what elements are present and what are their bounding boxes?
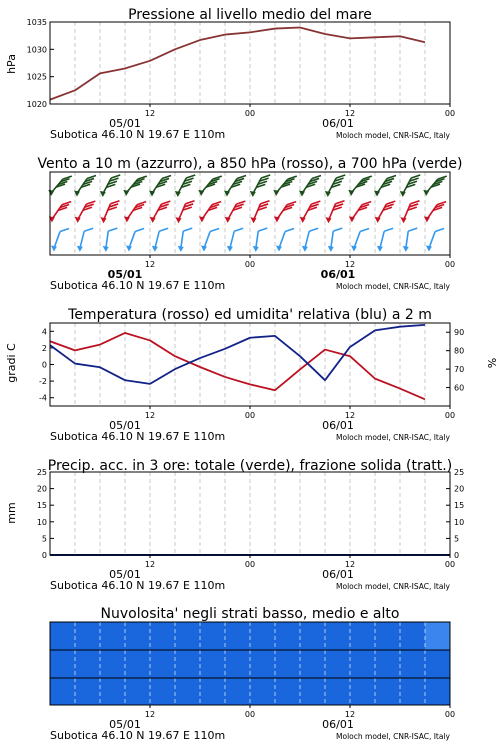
barb-feather xyxy=(387,176,396,179)
pressure-panel xyxy=(5,7,455,141)
barb-head xyxy=(51,245,57,251)
barb-feather xyxy=(438,176,447,179)
wind-barb xyxy=(199,202,221,223)
y-tick-label: 10 xyxy=(36,517,47,527)
barb-feather xyxy=(336,175,345,178)
cloud-cell xyxy=(75,622,100,650)
barb-head xyxy=(375,217,381,223)
barb-feather xyxy=(261,175,270,178)
wind-barb xyxy=(149,176,171,197)
wind-barb xyxy=(328,228,343,252)
barb-feather xyxy=(288,176,297,179)
barb-shaft xyxy=(129,232,135,249)
barb-head xyxy=(126,245,132,251)
station-label: Subotica 46.10 N 19.67 E 110m xyxy=(50,579,226,592)
wind-barb xyxy=(198,176,222,196)
precip-ylabel: mm xyxy=(5,502,18,524)
y-tick-label: 90 xyxy=(454,328,465,338)
barb-feather xyxy=(186,201,195,204)
y-tick-label: 4 xyxy=(41,327,47,337)
barb-head xyxy=(178,246,184,252)
cloud-cell xyxy=(225,650,250,678)
cloud-cell xyxy=(50,678,75,705)
wind-title: Vento a 10 m (azzurro), a 850 hPa (rosso), a 700 hPa (verde) xyxy=(37,156,463,172)
barb-head xyxy=(325,191,331,197)
wind-barb xyxy=(75,201,96,223)
y-tick-label: 0 xyxy=(41,360,47,370)
barb-feather xyxy=(261,201,270,204)
cloud-cell xyxy=(300,650,325,678)
cloud-cell xyxy=(400,650,425,678)
cloud-cell xyxy=(225,622,250,650)
cloud-cell xyxy=(275,650,300,678)
wind-barb xyxy=(100,175,120,197)
y-tick-label: 1020 xyxy=(26,100,47,109)
date-label: 05/01 xyxy=(109,568,141,581)
barb-feather xyxy=(159,228,168,231)
temperature-title: Temperatura (rosso) ed umidita' relativa (blu) a 2 m xyxy=(68,307,432,323)
date-label: 06/01 xyxy=(322,117,354,130)
wind-barb xyxy=(48,176,72,196)
barb-head xyxy=(100,217,106,223)
wind-barb xyxy=(300,201,321,223)
cloud-cell xyxy=(250,650,275,678)
cloud-cell xyxy=(375,650,400,678)
barb-head xyxy=(400,217,406,223)
humidity-line xyxy=(50,325,425,384)
x-tick-label: 00 xyxy=(244,710,256,719)
barb-head xyxy=(250,217,256,223)
date-label: 05/01 xyxy=(109,718,141,731)
cloud-cell xyxy=(350,622,375,650)
barb-feather xyxy=(62,202,71,205)
wind-barb xyxy=(274,202,296,223)
wind-barb xyxy=(124,202,146,223)
barb-shaft xyxy=(331,231,334,249)
cloud-cell xyxy=(325,622,350,650)
barb-feather xyxy=(183,228,192,231)
wind-barb xyxy=(377,228,393,251)
barb-feather xyxy=(237,176,246,179)
barb-feather xyxy=(108,228,117,231)
y-tick-label: -4 xyxy=(39,393,47,403)
barb-feather xyxy=(84,228,93,231)
barb-feather xyxy=(210,229,219,232)
barb-feather xyxy=(363,176,372,179)
barb-head xyxy=(302,246,308,252)
wind-barb xyxy=(123,176,147,196)
wind-barb xyxy=(426,229,444,252)
pressure-frame xyxy=(50,22,450,104)
barb-head xyxy=(325,217,331,223)
cloud-cell xyxy=(125,678,150,705)
cloud-cell xyxy=(425,678,450,705)
wind-barb xyxy=(103,228,118,252)
wind-barb xyxy=(100,201,119,224)
barb-feather xyxy=(63,176,72,179)
station-label: Subotica 46.10 N 19.67 E 110m xyxy=(50,729,226,742)
cloud-cell xyxy=(250,622,275,650)
cloud-cell xyxy=(350,650,375,678)
wind-barb xyxy=(126,229,144,252)
cloud-cell xyxy=(100,650,125,678)
cloud-panel xyxy=(50,606,455,742)
cloud-cell xyxy=(50,650,75,678)
barb-head xyxy=(48,190,54,196)
wind-barb xyxy=(299,176,321,197)
barb-head xyxy=(175,217,181,223)
barb-shaft xyxy=(256,231,259,249)
precip-title: Precip. acc. in 3 ore: totale (verde), frazione solida (tratt.) xyxy=(47,458,453,474)
x-tick-label: 12 xyxy=(344,260,356,269)
cloud-cell xyxy=(100,678,125,705)
x-tick-label: 00 xyxy=(444,260,456,269)
barb-feather xyxy=(437,202,446,205)
barb-feather xyxy=(362,202,371,205)
y-tick-label: 15 xyxy=(36,501,47,511)
model-label: Moloch model, CNR-ISAC, Italy xyxy=(336,433,450,442)
barb-feather xyxy=(212,202,221,205)
barb-head xyxy=(175,191,181,197)
date-label: 06/01 xyxy=(322,568,354,581)
barb-shaft xyxy=(230,231,234,248)
wind-barb xyxy=(349,202,371,223)
wind-barb xyxy=(51,229,69,252)
y-tick-label: 20 xyxy=(454,484,465,494)
barb-feather xyxy=(336,201,345,204)
cloud-cell xyxy=(125,622,150,650)
barb-head xyxy=(152,246,158,252)
wind-barb xyxy=(273,176,297,196)
barb-feather xyxy=(384,228,393,231)
barb-head xyxy=(123,190,129,196)
barb-head xyxy=(423,190,429,196)
barb-feather xyxy=(435,229,444,232)
y-tick-label: -2 xyxy=(39,377,47,387)
x-tick-label: 00 xyxy=(444,710,456,719)
y-tick-label: 80 xyxy=(454,346,465,356)
date-label: 05/01 xyxy=(107,268,143,281)
wind-barb xyxy=(302,228,318,251)
x-tick-label: 12 xyxy=(144,109,156,118)
station-label: Subotica 46.10 N 19.67 E 110m xyxy=(50,128,226,141)
cloud-cell xyxy=(225,678,250,705)
barb-feather xyxy=(138,176,147,179)
wind-barb xyxy=(152,228,168,251)
barb-head xyxy=(426,245,432,251)
barb-feather xyxy=(285,229,294,232)
barb-feather xyxy=(111,175,120,178)
barb-feather xyxy=(258,228,267,231)
barb-feather xyxy=(60,229,69,232)
x-tick-label: 12 xyxy=(144,560,156,569)
wind-barb xyxy=(351,229,369,252)
cloud-cell xyxy=(400,622,425,650)
barb-shaft xyxy=(380,231,384,248)
wind-panel xyxy=(37,156,462,292)
barb-feather xyxy=(309,228,318,231)
cloud-cell xyxy=(175,678,200,705)
barb-head xyxy=(377,246,383,252)
precip-panel xyxy=(5,458,464,592)
x-tick-label: 12 xyxy=(344,710,356,719)
y-tick-label: 1030 xyxy=(26,45,47,55)
pressure-line xyxy=(50,27,425,99)
y-tick-label: 5 xyxy=(454,534,460,544)
y-tick-label: 1025 xyxy=(26,72,47,82)
barb-head xyxy=(75,217,81,223)
cloud-cell xyxy=(300,678,325,705)
cloud-cell xyxy=(325,678,350,705)
wind-barb xyxy=(175,175,195,197)
barb-feather xyxy=(87,176,96,179)
wind-barb xyxy=(201,229,219,252)
barb-shaft xyxy=(155,231,159,248)
x-tick-label: 12 xyxy=(144,710,156,719)
barb-head xyxy=(300,217,306,223)
wind-barb xyxy=(403,228,418,252)
x-tick-label: 00 xyxy=(444,411,456,420)
cloud-cell xyxy=(200,678,225,705)
barb-feather xyxy=(408,228,417,231)
barb-shaft xyxy=(106,231,109,249)
x-tick-label: 00 xyxy=(244,260,256,269)
temperature-panel xyxy=(5,307,498,443)
cloud-cell xyxy=(150,650,175,678)
barb-head xyxy=(400,191,406,197)
barb-feather xyxy=(137,202,146,205)
wind-barb xyxy=(424,202,446,223)
wind-barb xyxy=(224,176,246,197)
cloud-cell xyxy=(375,622,400,650)
wind-barb xyxy=(250,175,270,197)
cloud-cell xyxy=(150,622,175,650)
date-label: 06/01 xyxy=(322,718,354,731)
cloud-title: Nuvolosita' negli strati basso, medio e alto xyxy=(100,606,400,622)
wind-barb xyxy=(225,201,246,223)
x-tick-label: 00 xyxy=(444,109,456,118)
x-tick-label: 12 xyxy=(344,109,356,118)
barb-head xyxy=(348,190,354,196)
date-label: 05/01 xyxy=(109,117,141,130)
barb-shaft xyxy=(354,232,360,249)
y-tick-label: 0 xyxy=(41,551,47,560)
wind-barb xyxy=(374,176,396,197)
wind-barb xyxy=(250,201,269,224)
wind-barb xyxy=(253,228,268,252)
y-tick-label: 2 xyxy=(41,343,47,353)
barb-feather xyxy=(86,201,95,204)
barb-head xyxy=(253,246,259,252)
cloud-cell xyxy=(75,650,100,678)
x-tick-label: 00 xyxy=(244,411,256,420)
x-tick-label: 12 xyxy=(144,260,156,269)
barb-shaft xyxy=(279,232,285,249)
station-label: Subotica 46.10 N 19.67 E 110m xyxy=(50,430,226,443)
cloud-cell xyxy=(300,622,325,650)
wind-barb xyxy=(423,176,447,196)
cloud-cell xyxy=(200,650,225,678)
wind-barb xyxy=(175,201,194,224)
barb-feather xyxy=(111,201,120,204)
cloud-cell xyxy=(175,622,200,650)
barb-feather xyxy=(312,176,321,179)
wind-barb xyxy=(325,175,345,197)
cloud-cell xyxy=(375,678,400,705)
y-tick-label: 10 xyxy=(454,517,465,527)
wind-barb xyxy=(49,202,71,223)
wind-barb xyxy=(375,201,396,223)
barb-feather xyxy=(411,175,420,178)
y-tick-label: 25 xyxy=(454,468,465,477)
y-tick-label: 15 xyxy=(454,501,465,511)
cloud-cell xyxy=(125,650,150,678)
barb-feather xyxy=(186,175,195,178)
barb-head xyxy=(351,245,357,251)
wind-barb xyxy=(400,175,420,197)
model-label: Moloch model, CNR-ISAC, Italy xyxy=(336,732,450,741)
barb-head xyxy=(227,246,233,252)
y-tick-label: 60 xyxy=(454,383,465,393)
barb-head xyxy=(77,246,83,252)
wind-barb xyxy=(276,229,294,252)
barb-head xyxy=(276,245,282,251)
y-tick-label: 20 xyxy=(36,484,47,494)
cloud-cell xyxy=(175,650,200,678)
y-tick-label: 70 xyxy=(454,365,465,375)
date-label: 06/01 xyxy=(320,268,356,281)
barb-feather xyxy=(386,201,395,204)
y-tick-label: 5 xyxy=(41,534,47,544)
pressure-title: Pressione al livello medio del mare xyxy=(128,7,372,23)
barb-head xyxy=(273,190,279,196)
barb-head xyxy=(103,246,109,252)
station-label: Subotica 46.10 N 19.67 E 110m xyxy=(50,279,226,292)
barb-shaft xyxy=(181,231,184,249)
barb-head xyxy=(150,217,156,223)
barb-shaft xyxy=(429,232,435,249)
barb-shaft xyxy=(80,231,84,248)
barb-shaft xyxy=(204,232,210,249)
barb-feather xyxy=(360,229,369,232)
wind-barb xyxy=(325,201,344,224)
wind-barb xyxy=(227,228,243,251)
cloud-cell xyxy=(50,622,75,650)
barb-feather xyxy=(333,228,342,231)
barb-feather xyxy=(162,176,171,179)
cloud-cell xyxy=(150,678,175,705)
y-tick-label: 0 xyxy=(454,551,460,560)
cloud-cell xyxy=(325,650,350,678)
x-tick-label: 00 xyxy=(244,109,256,118)
barb-shaft xyxy=(406,231,409,249)
barb-head xyxy=(403,246,409,252)
y-tick-label: 1035 xyxy=(26,18,47,27)
model-label: Moloch model, CNR-ISAC, Italy xyxy=(336,282,450,291)
barb-head xyxy=(100,191,106,197)
barb-feather xyxy=(311,201,320,204)
cloud-cell xyxy=(200,622,225,650)
wind-barb xyxy=(400,201,419,224)
barb-head xyxy=(198,190,204,196)
barb-feather xyxy=(161,201,170,204)
barb-feather xyxy=(236,201,245,204)
barb-head xyxy=(328,246,334,252)
cloud-cell xyxy=(350,678,375,705)
pressure-ylabel: hPa xyxy=(5,54,18,74)
barb-feather xyxy=(213,176,222,179)
x-tick-label: 00 xyxy=(244,560,256,569)
barb-head xyxy=(201,245,207,251)
x-tick-label: 12 xyxy=(344,560,356,569)
cloud-cell xyxy=(250,678,275,705)
barb-feather xyxy=(234,228,243,231)
wind-barb xyxy=(348,176,372,196)
cloud-cell xyxy=(75,678,100,705)
date-label: 06/01 xyxy=(322,419,354,432)
cloud-cell xyxy=(275,622,300,650)
cloud-cell xyxy=(275,678,300,705)
barb-shaft xyxy=(305,231,309,248)
barb-head xyxy=(250,191,256,197)
barb-shaft xyxy=(54,232,60,249)
date-label: 05/01 xyxy=(109,419,141,432)
barb-feather xyxy=(287,202,296,205)
wind-barb xyxy=(178,228,193,252)
temperature-ylabel-left: gradi C xyxy=(5,343,18,383)
x-tick-label: 12 xyxy=(144,411,156,420)
x-tick-label: 12 xyxy=(344,411,356,420)
barb-feather xyxy=(135,229,144,232)
y-tick-label: 25 xyxy=(36,468,47,477)
cloud-cell xyxy=(425,622,450,650)
model-label: Moloch model, CNR-ISAC, Italy xyxy=(336,131,450,140)
cloud-cell xyxy=(425,650,450,678)
barb-head xyxy=(225,217,231,223)
cloud-cell xyxy=(100,622,125,650)
barb-feather xyxy=(411,201,420,204)
wind-barb xyxy=(77,228,93,251)
cloud-cell xyxy=(400,678,425,705)
model-label: Moloch model, CNR-ISAC, Italy xyxy=(336,582,450,591)
x-tick-label: 00 xyxy=(444,560,456,569)
wind-barb xyxy=(150,201,171,223)
humidity-ylabel-right: % xyxy=(485,357,498,369)
wind-barb xyxy=(74,176,96,197)
